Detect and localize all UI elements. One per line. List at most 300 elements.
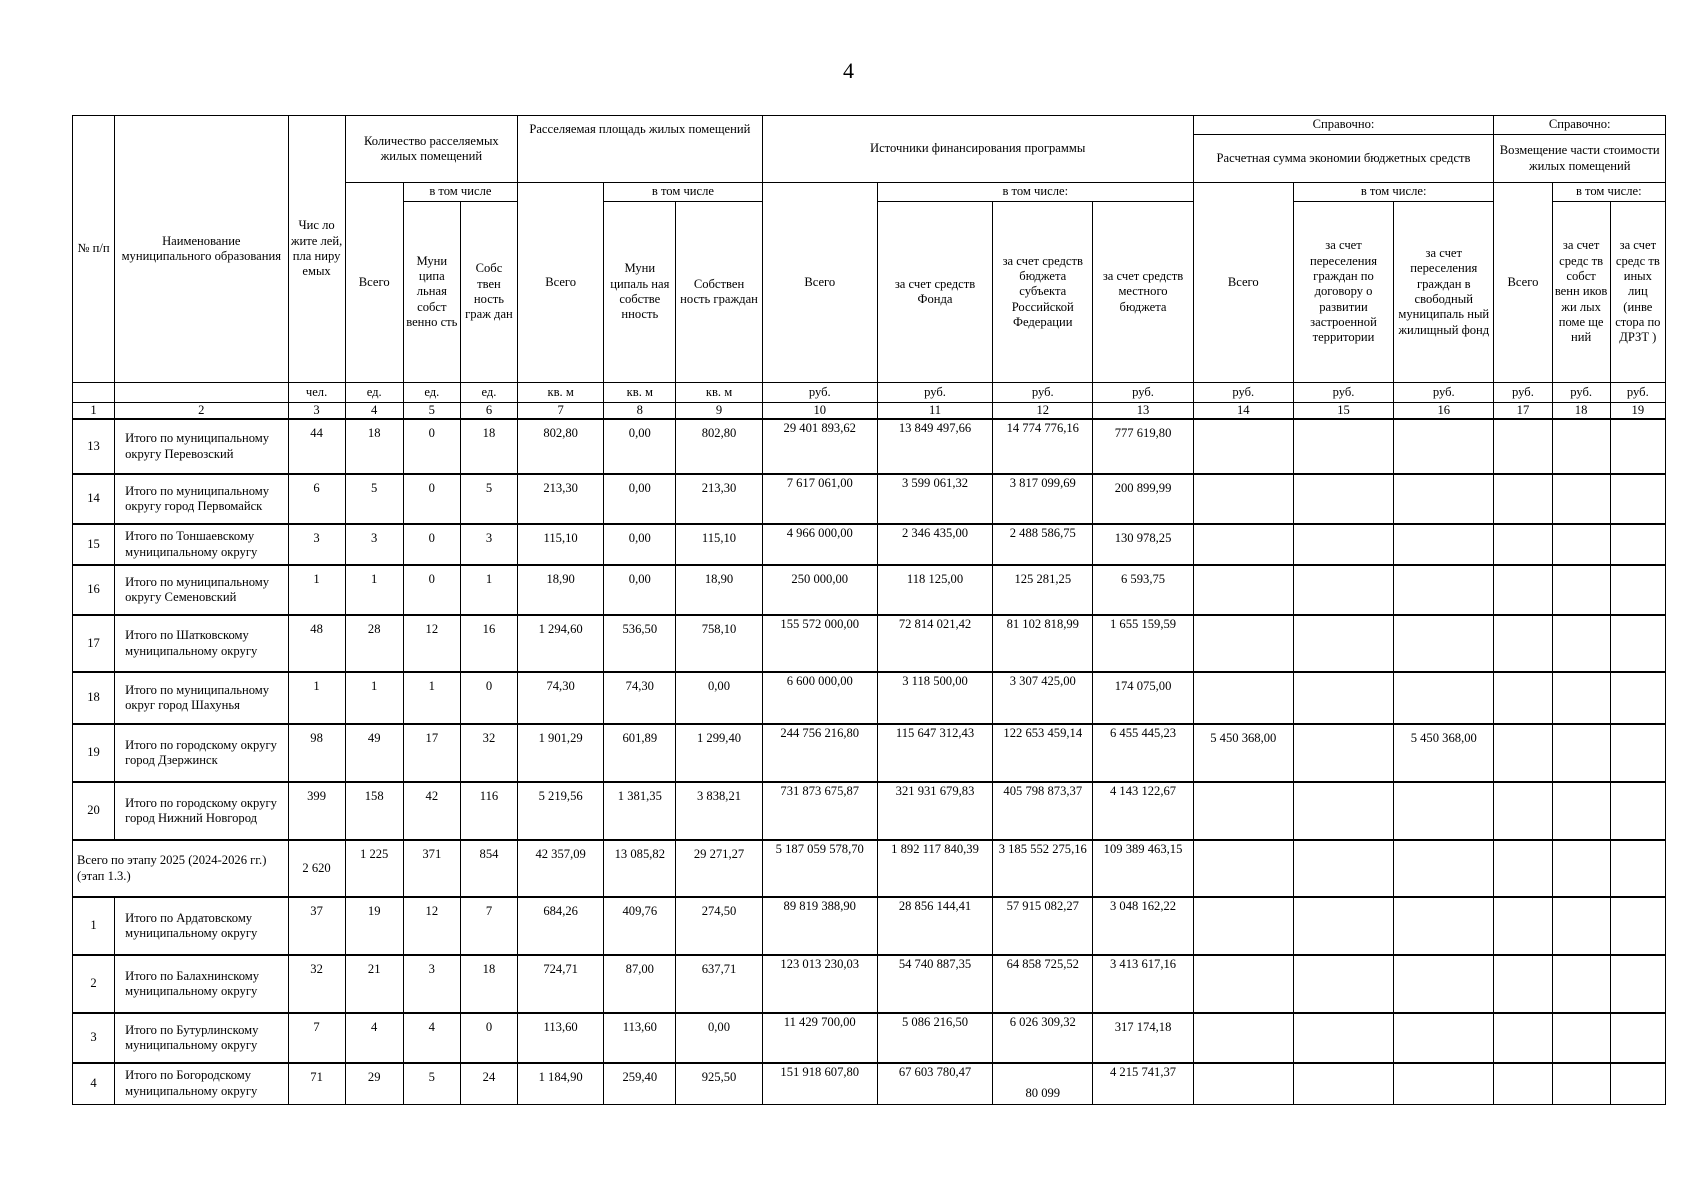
cell-col-5: 1 (403, 672, 460, 724)
col-index: 6 (460, 403, 517, 420)
cell-col-11: 13 849 497,66 (877, 419, 992, 474)
row-number: 20 (73, 782, 115, 840)
cell-col-7: 5 219,56 (518, 782, 604, 840)
cell-col-5: 0 (403, 524, 460, 565)
cell-col-9: 3 838,21 (676, 782, 762, 840)
unit-cell: руб. (1394, 383, 1494, 403)
row-name: Итого по Тоншаевскому муниципальному округу (115, 524, 288, 565)
cell-col-7: 1 901,29 (518, 724, 604, 782)
cell-col-15 (1293, 524, 1393, 565)
row-name: Итого по Богородскому муниципальному округу (115, 1063, 288, 1104)
cell-col-5: 0 (403, 565, 460, 615)
cell-col-8: 74,30 (604, 672, 676, 724)
col-index: 10 (762, 403, 877, 420)
col-index: 14 (1193, 403, 1293, 420)
page-number: 4 (843, 58, 854, 83)
table-row (73, 782, 1666, 840)
cell-col-3: 1 (288, 565, 345, 615)
cell-col-15 (1293, 1063, 1393, 1104)
cell-col-14 (1193, 474, 1293, 524)
unit-cell: ед. (460, 383, 517, 403)
cell-col-10: 123 013 230,03 (762, 955, 877, 1013)
header-reference-1: Справочно: (1193, 116, 1494, 135)
header-count-incl: в том числе (403, 183, 517, 202)
col-index: 13 (1093, 403, 1193, 420)
cell-col-13: 777 619,80 (1093, 419, 1193, 474)
cell-col-16 (1394, 615, 1494, 672)
cell-col-6: 0 (460, 1013, 517, 1063)
header-group-economy: Расчетная сумма экономии бюджетных средств (1193, 135, 1494, 183)
header-count-own: Собс твен ность граж дан (460, 202, 517, 383)
unit-cell: кв. м (676, 383, 762, 403)
cell-col-12: 405 798 873,37 (993, 782, 1093, 840)
cell-col-18 (1552, 672, 1610, 724)
cell-col-15 (1293, 955, 1393, 1013)
cell-col-7: 1 294,60 (518, 615, 604, 672)
cell-col-9: 637,71 (676, 955, 762, 1013)
col-index: 5 (403, 403, 460, 420)
header-count-total: Всего (345, 183, 403, 383)
cell-col-13: 4 215 741,37 (1093, 1063, 1193, 1104)
cell-col-18 (1552, 724, 1610, 782)
cell-col-3: 2 620 (288, 840, 345, 897)
col-index: 4 (345, 403, 403, 420)
cell-col-14 (1193, 672, 1293, 724)
row-number: 15 (73, 524, 115, 565)
cell-col-12: 3 307 425,00 (993, 672, 1093, 724)
cell-col-3: 399 (288, 782, 345, 840)
table-row (73, 419, 1666, 474)
cell-col-18 (1552, 782, 1610, 840)
col-index: 11 (877, 403, 992, 420)
cell-col-17 (1494, 1013, 1552, 1063)
cell-col-5: 12 (403, 897, 460, 955)
cell-col-10: 250 000,00 (762, 565, 877, 615)
unit-cell: руб. (1093, 383, 1193, 403)
cell-col-5: 4 (403, 1013, 460, 1063)
header-area-total: Всего (518, 183, 604, 383)
header-comp-owners: за счет средс тв собст венн иков жи лых поме ще ний (1552, 202, 1610, 383)
cell-col-5: 3 (403, 955, 460, 1013)
cell-col-18 (1552, 419, 1610, 474)
cell-col-19 (1610, 782, 1665, 840)
header-fin-total: Всего (762, 183, 877, 383)
cell-col-13: 109 389 463,15 (1093, 840, 1193, 897)
cell-col-14 (1193, 1063, 1293, 1104)
total-label: Всего по этапу 2025 (2024-2026 гг.) (этап 1.3.) (73, 840, 289, 897)
header-residents: Чис ло жите лей, пла ниру емых (288, 116, 345, 383)
cell-col-18 (1552, 1013, 1610, 1063)
table-row (73, 672, 1666, 724)
cell-col-6: 24 (460, 1063, 517, 1104)
cell-col-11: 1 892 117 840,39 (877, 840, 992, 897)
table-row (73, 524, 1666, 565)
cell-col-3: 7 (288, 1013, 345, 1063)
cell-col-14 (1193, 419, 1293, 474)
cell-col-14 (1193, 955, 1293, 1013)
header-name: Наименование муниципального образования (115, 116, 288, 383)
cell-col-12: 57 915 082,27 (993, 897, 1093, 955)
header-area-muni: Муни ципаль ная собстве нность (604, 202, 676, 383)
unit-cell: руб. (993, 383, 1093, 403)
unit-cell: руб. (762, 383, 877, 403)
cell-col-4: 18 (345, 419, 403, 474)
cell-col-5: 17 (403, 724, 460, 782)
row-number: 19 (73, 724, 115, 782)
cell-col-15 (1293, 565, 1393, 615)
cell-col-13: 6 455 445,23 (1093, 724, 1193, 782)
cell-col-12: 125 281,25 (993, 565, 1093, 615)
units-blank (115, 383, 288, 403)
cell-col-13: 3 413 617,16 (1093, 955, 1193, 1013)
cell-col-16 (1394, 1013, 1494, 1063)
header-econ-incl: в том числе: (1293, 183, 1494, 202)
cell-col-13: 130 978,25 (1093, 524, 1193, 565)
cell-col-11: 3 118 500,00 (877, 672, 992, 724)
cell-col-12: 2 488 586,75 (993, 524, 1093, 565)
cell-col-6: 7 (460, 897, 517, 955)
cell-col-17 (1494, 782, 1552, 840)
cell-col-14 (1193, 565, 1293, 615)
cell-col-10: 151 918 607,80 (762, 1063, 877, 1104)
header-fin-incl: в том числе: (877, 183, 1193, 202)
cell-col-11: 28 856 144,41 (877, 897, 992, 955)
cell-col-3: 6 (288, 474, 345, 524)
cell-col-13: 3 048 162,22 (1093, 897, 1193, 955)
cell-col-11: 118 125,00 (877, 565, 992, 615)
cell-col-6: 0 (460, 672, 517, 724)
col-index: 15 (1293, 403, 1393, 420)
cell-col-5: 0 (403, 474, 460, 524)
cell-col-11: 72 814 021,42 (877, 615, 992, 672)
col-index: 2 (115, 403, 288, 420)
row-name: Итого по Балахнинскому муниципальному округу (115, 955, 288, 1013)
row-name: Итого по городскому округу город Дзержинск (115, 724, 288, 782)
cell-col-13: 317 174,18 (1093, 1013, 1193, 1063)
cell-col-19 (1610, 419, 1665, 474)
cell-col-4: 29 (345, 1063, 403, 1104)
cell-col-18 (1552, 1063, 1610, 1104)
cell-col-10: 155 572 000,00 (762, 615, 877, 672)
cell-col-7: 74,30 (518, 672, 604, 724)
cell-col-4: 1 (345, 672, 403, 724)
table-row (73, 724, 1666, 782)
header-fin-fund: за счет средств Фонда (877, 202, 992, 383)
row-name: Итого по Ардатовскому муниципальному округу (115, 897, 288, 955)
cell-col-16 (1394, 897, 1494, 955)
cell-col-3: 3 (288, 524, 345, 565)
cell-col-4: 28 (345, 615, 403, 672)
col-index: 7 (518, 403, 604, 420)
cell-col-7: 113,60 (518, 1013, 604, 1063)
cell-col-12: 122 653 459,14 (993, 724, 1093, 782)
cell-col-5: 12 (403, 615, 460, 672)
cell-col-16 (1394, 1063, 1494, 1104)
cell-col-7: 1 184,90 (518, 1063, 604, 1104)
row-number: 18 (73, 672, 115, 724)
cell-col-16 (1394, 474, 1494, 524)
table-row (73, 1063, 1666, 1104)
col-index: 17 (1494, 403, 1552, 420)
cell-col-10: 5 187 059 578,70 (762, 840, 877, 897)
cell-col-19 (1610, 1013, 1665, 1063)
unit-cell: ед. (345, 383, 403, 403)
cell-col-16: 5 450 368,00 (1394, 724, 1494, 782)
cell-col-8: 113,60 (604, 1013, 676, 1063)
header-group-area: Расселяемая площадь жилых помещений (518, 116, 763, 183)
col-index: 12 (993, 403, 1093, 420)
resettlement-table (72, 115, 1666, 1105)
cell-col-7: 724,71 (518, 955, 604, 1013)
cell-col-8: 0,00 (604, 474, 676, 524)
cell-col-16 (1394, 840, 1494, 897)
cell-col-3: 71 (288, 1063, 345, 1104)
cell-col-17 (1494, 524, 1552, 565)
row-name: Итого по Шатковскому муниципальному округу (115, 615, 288, 672)
cell-col-13: 200 899,99 (1093, 474, 1193, 524)
cell-col-3: 32 (288, 955, 345, 1013)
cell-col-5: 5 (403, 1063, 460, 1104)
cell-col-6: 16 (460, 615, 517, 672)
row-number: 14 (73, 474, 115, 524)
cell-col-8: 259,40 (604, 1063, 676, 1104)
header-comp-incl: в том числе: (1552, 183, 1665, 202)
cell-col-16 (1394, 782, 1494, 840)
cell-col-15 (1293, 782, 1393, 840)
cell-col-17 (1494, 419, 1552, 474)
cell-col-10: 4 966 000,00 (762, 524, 877, 565)
unit-cell: руб. (1293, 383, 1393, 403)
cell-col-15 (1293, 615, 1393, 672)
cell-col-7: 42 357,09 (518, 840, 604, 897)
cell-col-19 (1610, 955, 1665, 1013)
table-row (73, 615, 1666, 672)
cell-col-11: 115 647 312,43 (877, 724, 992, 782)
cell-col-12: 3 185 552 275,16 (993, 840, 1093, 897)
cell-col-7: 115,10 (518, 524, 604, 565)
unit-cell: руб. (1193, 383, 1293, 403)
cell-col-4: 3 (345, 524, 403, 565)
cell-col-19 (1610, 840, 1665, 897)
cell-col-13: 4 143 122,67 (1093, 782, 1193, 840)
cell-col-12: 3 817 099,69 (993, 474, 1093, 524)
cell-col-18 (1552, 565, 1610, 615)
row-number: 1 (73, 897, 115, 955)
cell-col-19 (1610, 474, 1665, 524)
cell-col-7: 684,26 (518, 897, 604, 955)
table-row (73, 897, 1666, 955)
cell-col-11: 5 086 216,50 (877, 1013, 992, 1063)
cell-col-13: 174 075,00 (1093, 672, 1193, 724)
cell-col-18 (1552, 840, 1610, 897)
table-body (73, 419, 1666, 1104)
unit-cell: руб. (1610, 383, 1665, 403)
cell-col-16 (1394, 565, 1494, 615)
header-count-muni: Муни ципа льная собст венно сть (403, 202, 460, 383)
cell-col-8: 87,00 (604, 955, 676, 1013)
unit-cell: руб. (877, 383, 992, 403)
cell-col-9: 1 299,40 (676, 724, 762, 782)
header-area-own: Собствен ность граждан (676, 202, 762, 383)
cell-col-11: 321 931 679,83 (877, 782, 992, 840)
cell-col-6: 854 (460, 840, 517, 897)
header-econ-total: Всего (1193, 183, 1293, 383)
cell-col-17 (1494, 615, 1552, 672)
unit-cell: руб. (1494, 383, 1552, 403)
cell-col-17 (1494, 840, 1552, 897)
cell-col-14 (1193, 897, 1293, 955)
cell-col-13: 1 655 159,59 (1093, 615, 1193, 672)
cell-col-17 (1494, 724, 1552, 782)
cell-col-17 (1494, 955, 1552, 1013)
header-group-count: Количество расселяемых жилых помещений (345, 116, 517, 183)
cell-col-6: 5 (460, 474, 517, 524)
cell-col-6: 18 (460, 419, 517, 474)
cell-col-14 (1193, 615, 1293, 672)
table-row (73, 474, 1666, 524)
cell-col-15 (1293, 474, 1393, 524)
cell-col-9: 213,30 (676, 474, 762, 524)
cell-col-6: 18 (460, 955, 517, 1013)
cell-col-5: 0 (403, 419, 460, 474)
cell-col-9: 18,90 (676, 565, 762, 615)
col-index: 16 (1394, 403, 1494, 420)
cell-col-6: 116 (460, 782, 517, 840)
cell-col-4: 158 (345, 782, 403, 840)
cell-col-17 (1494, 474, 1552, 524)
cell-col-17 (1494, 672, 1552, 724)
unit-cell: кв. м (604, 383, 676, 403)
cell-col-16 (1394, 524, 1494, 565)
header-area-incl: в том числе (604, 183, 762, 202)
cell-col-6: 32 (460, 724, 517, 782)
cell-col-12: 81 102 818,99 (993, 615, 1093, 672)
header-comp-total: Всего (1494, 183, 1552, 383)
header-num: № п/п (73, 116, 115, 383)
col-index: 8 (604, 403, 676, 420)
col-index: 1 (73, 403, 115, 420)
cell-col-7: 802,80 (518, 419, 604, 474)
cell-col-5: 42 (403, 782, 460, 840)
cell-col-10: 11 429 700,00 (762, 1013, 877, 1063)
cell-col-12: 80 099 (993, 1063, 1093, 1104)
cell-col-10: 6 600 000,00 (762, 672, 877, 724)
col-index: 18 (1552, 403, 1610, 420)
cell-col-18 (1552, 474, 1610, 524)
col-index: 19 (1610, 403, 1665, 420)
header-econ-free: за счет переселения граждан в свободный муниципаль ный жилищный фонд (1394, 202, 1494, 383)
cell-col-8: 1 381,35 (604, 782, 676, 840)
cell-col-3: 37 (288, 897, 345, 955)
cell-col-3: 44 (288, 419, 345, 474)
cell-col-6: 1 (460, 565, 517, 615)
unit-cell: чел. (288, 383, 345, 403)
row-name: Итого по Бутурлинскому муниципальному округу (115, 1013, 288, 1063)
table-total-row (73, 840, 1666, 897)
cell-col-11: 54 740 887,35 (877, 955, 992, 1013)
header-econ-dev: за счет переселения граждан по договору о развитии застроенной территории (1293, 202, 1393, 383)
header-reference-2: Справочно: (1494, 116, 1666, 135)
cell-col-9: 115,10 (676, 524, 762, 565)
row-number: 2 (73, 955, 115, 1013)
cell-col-18 (1552, 955, 1610, 1013)
cell-col-4: 19 (345, 897, 403, 955)
cell-col-13: 6 593,75 (1093, 565, 1193, 615)
cell-col-18 (1552, 897, 1610, 955)
row-name: Итого по городскому округу город Нижний Новгород (115, 782, 288, 840)
cell-col-4: 1 225 (345, 840, 403, 897)
cell-col-8: 0,00 (604, 524, 676, 565)
cell-col-5: 371 (403, 840, 460, 897)
row-number: 17 (73, 615, 115, 672)
header-fin-local: за счет средств местного бюджета (1093, 202, 1193, 383)
row-number: 3 (73, 1013, 115, 1063)
cell-col-4: 5 (345, 474, 403, 524)
cell-col-9: 925,50 (676, 1063, 762, 1104)
header-fin-subject: за счет средств бюджета субъекта Российской Федерации (993, 202, 1093, 383)
cell-col-7: 213,30 (518, 474, 604, 524)
cell-col-8: 601,89 (604, 724, 676, 782)
cell-col-18 (1552, 524, 1610, 565)
cell-col-3: 98 (288, 724, 345, 782)
cell-col-8: 0,00 (604, 565, 676, 615)
cell-col-11: 67 603 780,47 (877, 1063, 992, 1104)
cell-col-10: 7 617 061,00 (762, 474, 877, 524)
cell-col-19 (1610, 565, 1665, 615)
cell-col-15 (1293, 672, 1393, 724)
cell-col-15 (1293, 419, 1393, 474)
cell-col-16 (1394, 955, 1494, 1013)
cell-col-14 (1193, 524, 1293, 565)
cell-col-14 (1193, 1013, 1293, 1063)
cell-col-10: 89 819 388,90 (762, 897, 877, 955)
cell-col-19 (1610, 524, 1665, 565)
header-comp-other: за счет средс тв иных лиц (инве стора по ДРЗТ ) (1610, 202, 1665, 383)
cell-col-9: 802,80 (676, 419, 762, 474)
cell-col-16 (1394, 672, 1494, 724)
table-row (73, 955, 1666, 1013)
cell-col-4: 49 (345, 724, 403, 782)
row-name: Итого по муниципальному округ город Шахунья (115, 672, 288, 724)
row-name: Итого по муниципальному округу Семеновский (115, 565, 288, 615)
cell-col-15 (1293, 840, 1393, 897)
cell-col-12: 6 026 309,32 (993, 1013, 1093, 1063)
cell-col-15 (1293, 897, 1393, 955)
cell-col-7: 18,90 (518, 565, 604, 615)
header-group-financing: Источники финансирования программы (762, 116, 1193, 183)
cell-col-15 (1293, 1013, 1393, 1063)
cell-col-17 (1494, 897, 1552, 955)
cell-col-4: 1 (345, 565, 403, 615)
cell-col-11: 2 346 435,00 (877, 524, 992, 565)
row-number: 4 (73, 1063, 115, 1104)
cell-col-19 (1610, 672, 1665, 724)
cell-col-9: 29 271,27 (676, 840, 762, 897)
cell-col-9: 0,00 (676, 672, 762, 724)
cell-col-10: 29 401 893,62 (762, 419, 877, 474)
cell-col-8: 0,00 (604, 419, 676, 474)
row-number: 13 (73, 419, 115, 474)
cell-col-8: 536,50 (604, 615, 676, 672)
cell-col-11: 3 599 061,32 (877, 474, 992, 524)
unit-cell: руб. (1552, 383, 1610, 403)
table-row (73, 565, 1666, 615)
cell-col-14 (1193, 782, 1293, 840)
cell-col-4: 21 (345, 955, 403, 1013)
cell-col-9: 274,50 (676, 897, 762, 955)
cell-col-14 (1193, 840, 1293, 897)
cell-col-4: 4 (345, 1013, 403, 1063)
